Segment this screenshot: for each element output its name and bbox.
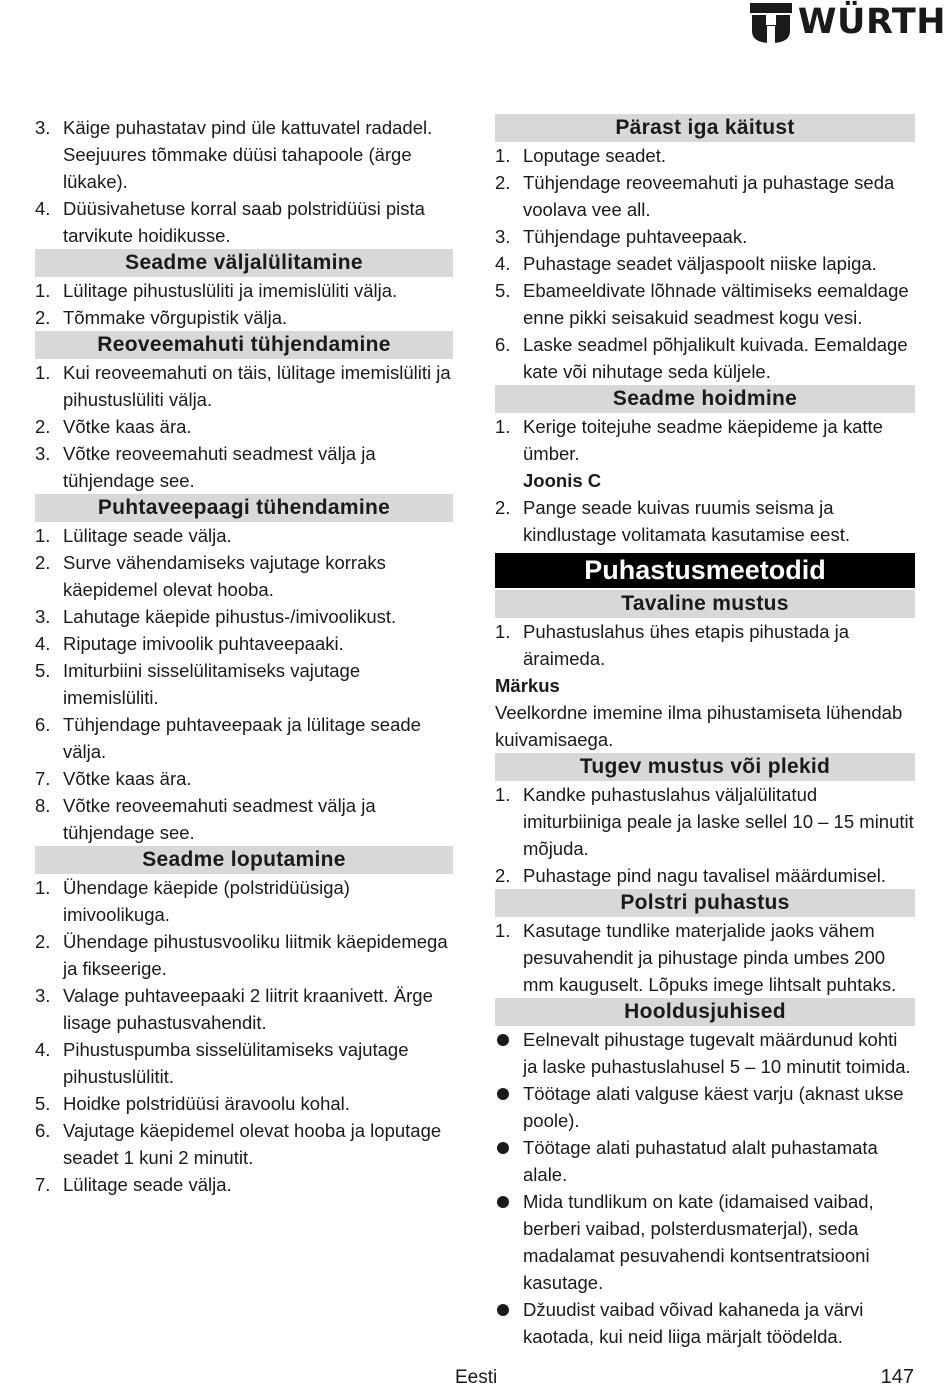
normal-dirt-list (495, 618, 915, 672)
list-item: 2. Võtke kaas ära. (35, 416, 192, 437)
list-item: 5. Imiturbiini sisselülitamiseks vajutage imemislüliti. (35, 660, 361, 708)
care-list (495, 1026, 915, 1350)
page-number: 147 (880, 1366, 914, 1388)
list-item: 1. Loputage seadet. (495, 145, 666, 166)
list-item: 3. Võtke reoveemahuti seadmest välja ja tühjendage see. (35, 443, 376, 491)
section-heading-rinse: Seadme loputamine (35, 846, 453, 874)
heavy-dirt-list (495, 781, 915, 889)
list-item: 1. Kasutage tundlike materjalide jaoks vähem pesuvahendit ja pihustage pinda umbes 200 mm kauguselt. Lõpuks imege lihtsalt puhtaks. (495, 920, 897, 995)
list-item: 3. Lahutage käepide pihustus-/imivoolikust. (35, 606, 397, 627)
switch-off-list (35, 277, 453, 331)
bullet-item: Mida tundlikum on kate (idamaised vaibad, berberi vaibad, polsterdusmaterjal), seda madalamat pesuvahendi kontsentratsiooni kasutage. (495, 1188, 915, 1296)
section-heading-upholstery: Polstri puhastus (495, 889, 915, 917)
brand-name: WÜRTH (797, 2, 946, 42)
left-column (35, 114, 453, 1198)
list-item: 7. Lülitage seade välja. (35, 1174, 232, 1195)
list-item: 1. Puhastuslahus ühes etapis pihustada ja äraimeda. (495, 621, 850, 669)
list-item: 6. Vajutage käepidemel olevat hooba ja loputage seadet 1 kuni 2 minutit. (35, 1120, 442, 1168)
list-item: 6. Laske seadmel põhjalikult kuivada. Eemaldage kate või nihutage seda küljele. (495, 334, 908, 382)
section-heading-heavy-dirt: Tugev mustus või plekid (495, 753, 915, 781)
bullet-icon (497, 1142, 509, 1154)
list-item: 2. Ühendage pihustusvooliku liitmik käepidemega ja fikseerige. (35, 931, 448, 979)
intro-list (35, 114, 453, 249)
list-item: 1. Kerige toitejuhe seadme käepideme ja katte ümber. (495, 416, 883, 464)
chapter-title: Puhastusmeetodid (495, 553, 915, 588)
note-text: Veelkordne imemine ilma pihustamiseta lühendab kuivamisaega. (495, 702, 903, 750)
list-item: 3. Käige puhastatav pind üle kattuvatel radadel. Seejuures tõmmake düüsi tahapoole (ärge lükake). (35, 117, 433, 192)
bullet-icon (497, 1088, 509, 1100)
list-item: 3. Valage puhtaveepaaki 2 liitrit kraanivett. Ärge lisage puhastusvahendit. (35, 985, 433, 1033)
list-item: 7. Võtke kaas ära. (35, 768, 192, 789)
bullet-icon (497, 1304, 509, 1316)
section-heading-care: Hooldusjuhised (495, 998, 915, 1026)
bullet-item: Töötage alati puhastatud alalt puhastamata alale. (495, 1134, 915, 1188)
storage-list (495, 413, 915, 467)
list-item: 1. Kandke puhastuslahus väljalülitatud imiturbiiniga peale ja laske sellel 10 – 15 minutit mõjuda. (495, 784, 914, 859)
section-heading-switch-off: Seadme väljalülitamine (35, 249, 453, 277)
storage-list-continued (495, 494, 915, 548)
section-heading-normal-dirt: Tavaline mustus (495, 590, 915, 618)
list-item: 5. Ebameeldivate lõhnade vältimiseks eemaldage enne pikki seisakuid seadmest kogu vesi. (495, 280, 909, 328)
wurth-logo (750, 0, 946, 44)
figure-reference: Joonis C (523, 470, 602, 491)
rinse-list (35, 874, 453, 1198)
bullet-icon (497, 1196, 509, 1208)
bullet-icon (497, 1034, 509, 1046)
list-item: 4. Pihustuspumba sisselülitamiseks vajutage pihustuslülitit. (35, 1039, 409, 1087)
wurth-emblem-icon (750, 1, 792, 43)
section-heading-waste-tank: Reoveemahuti tühjendamine (35, 331, 453, 359)
list-item: 1. Lülitage pihustuslüliti ja imemislüliti välja. (35, 280, 398, 301)
list-item: 4. Riputage imivoolik puhtaveepaaki. (35, 633, 344, 654)
list-item: 2. Tühjendage reoveemahuti ja puhastage seda voolava vee all. (495, 172, 895, 220)
list-item: 1. Lülitage seade välja. (35, 525, 232, 546)
list-item: 4. Puhastage seadet väljaspoolt niiske lapiga. (495, 253, 877, 274)
list-item: 2. Puhastage pind nagu tavalisel määrdumisel. (495, 865, 887, 886)
list-item: 5. Hoidke polstridüüsi äravoolu kohal. (35, 1093, 350, 1114)
list-item: 3. Tühjendage puhtaveepaak. (495, 226, 748, 247)
list-item: 1. Kui reoveemahuti on täis, lülitage imemislüliti ja pihustuslüliti välja. (35, 362, 451, 410)
section-heading-clean-tank: Puhtaveepaagi tühendamine (35, 494, 453, 522)
list-item: 2. Pange seade kuivas ruumis seisma ja kindlustage volitamata kasutamise eest. (495, 497, 851, 545)
list-item: 8. Võtke reoveemahuti seadmest välja ja tühjendage see. (35, 795, 376, 843)
section-heading-after-use: Pärast iga käitust (495, 114, 915, 142)
after-use-list (495, 142, 915, 385)
list-item: 2. Tõmmake võrgupistik välja. (35, 307, 288, 328)
bullet-item: Töötage alati valguse käest varju (aknast ukse poole). (495, 1080, 915, 1134)
list-item: 4. Düüsivahetuse korral saab polstridüüsi pista tarvikute hoidikusse. (35, 198, 425, 246)
bullet-item: Džuudist vaibad võivad kahaneda ja värvi kaotada, kui neid liiga märjalt töödelda. (495, 1296, 915, 1350)
section-heading-storage: Seadme hoidmine (495, 385, 915, 413)
waste-tank-list (35, 359, 453, 494)
footer-language: Eesti (455, 1367, 498, 1388)
list-item: 1. Ühendage käepide (polstridüüsiga) imivoolikuga. (35, 877, 350, 925)
upholstery-list (495, 917, 915, 998)
right-column (495, 114, 915, 1350)
list-item: 2. Surve vähendamiseks vajutage korraks käepidemel olevat hooba. (35, 552, 386, 600)
note-label: Märkus (495, 675, 560, 696)
clean-tank-list (35, 522, 453, 846)
bullet-item: Eelnevalt pihustage tugevalt määrdunud kohti ja laske puhastuslahusel 5 – 10 minutit toimida. (495, 1026, 915, 1080)
list-item: 6. Tühjendage puhtaveepaak ja lülitage seade välja. (35, 714, 421, 762)
